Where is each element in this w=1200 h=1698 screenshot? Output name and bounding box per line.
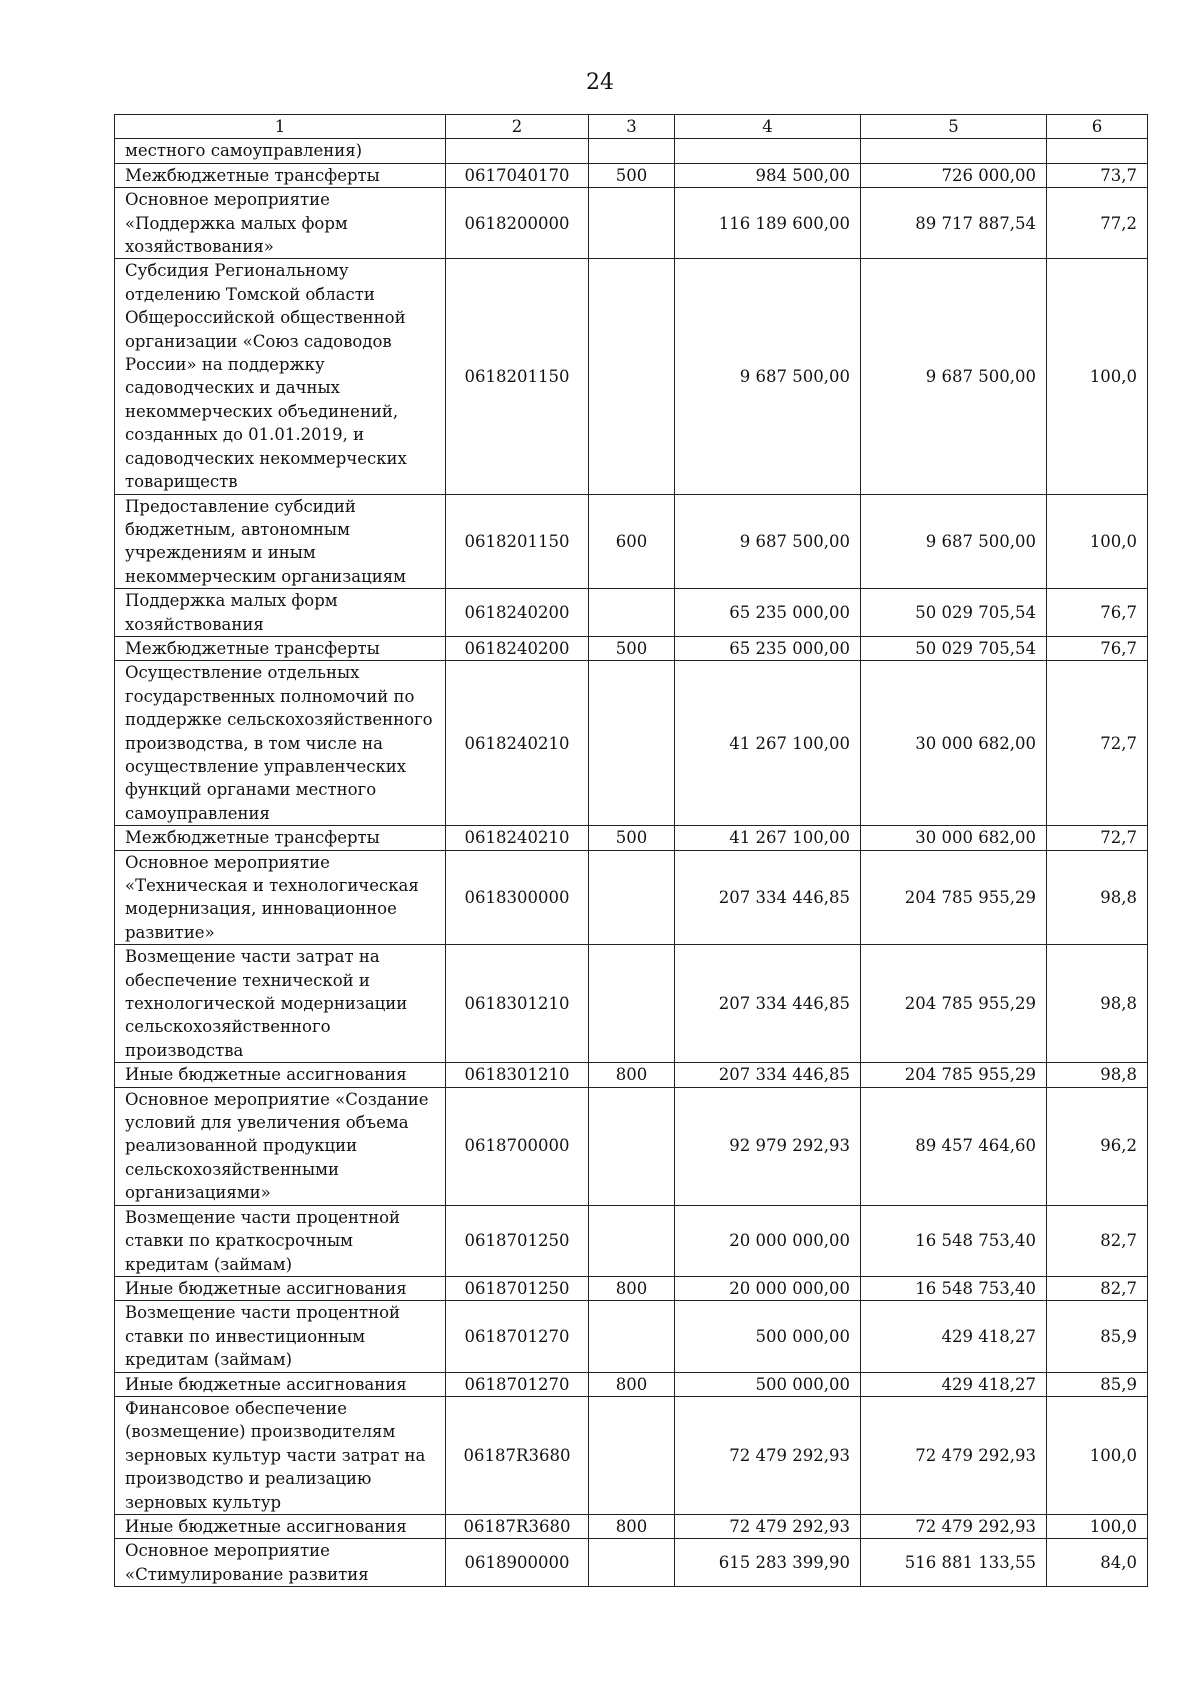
item-name-cell: Основное мероприятие «Стимулирование развития bbox=[115, 1539, 446, 1587]
actual-amount-cell: 89 717 887,54 bbox=[861, 188, 1047, 259]
actual-amount-cell: 429 418,27 bbox=[861, 1301, 1047, 1372]
target-code-cell: 0618201150 bbox=[446, 494, 589, 589]
execution-percent-cell: 96,2 bbox=[1047, 1087, 1148, 1205]
item-name-cell: Иные бюджетные ассигнования bbox=[115, 1372, 446, 1396]
planned-amount-cell: 615 283 399,90 bbox=[675, 1539, 861, 1587]
actual-amount-cell: 16 548 753,40 bbox=[861, 1205, 1047, 1276]
actual-amount-cell: 516 881 133,55 bbox=[861, 1539, 1047, 1587]
execution-percent-cell: 98,8 bbox=[1047, 945, 1148, 1063]
expense-type-cell: 800 bbox=[589, 1063, 675, 1087]
item-name-cell: Предоставление субсидий бюджетным, автономным учреждениям и иным некоммерческим организациям bbox=[115, 494, 446, 589]
header-cell: 5 bbox=[861, 115, 1047, 139]
table-row bbox=[115, 826, 1148, 850]
planned-amount-cell: 116 189 600,00 bbox=[675, 188, 861, 259]
target-code-cell: 0618200000 bbox=[446, 188, 589, 259]
item-name-cell: Субсидия Региональному отделению Томской области Общероссийской общественной организации «Союз садоводов России» на поддержку садоводческих и дачных некоммерческих объединений, созданных до 01.01.2019, и садоводческих некоммерческих товариществ bbox=[115, 259, 446, 494]
table-row bbox=[115, 1396, 1148, 1514]
actual-amount-cell: 72 479 292,93 bbox=[861, 1514, 1047, 1538]
table-row bbox=[115, 1205, 1148, 1276]
execution-percent-cell: 72,7 bbox=[1047, 826, 1148, 850]
table-row bbox=[115, 163, 1148, 187]
actual-amount-cell bbox=[861, 139, 1047, 163]
expense-type-cell bbox=[589, 850, 675, 945]
item-name-cell: Основное мероприятие «Поддержка малых форм хозяйствования» bbox=[115, 188, 446, 259]
target-code-cell: 0618701250 bbox=[446, 1276, 589, 1300]
table-row bbox=[115, 589, 1148, 637]
expense-type-cell: 800 bbox=[589, 1514, 675, 1538]
execution-percent-cell: 98,8 bbox=[1047, 850, 1148, 945]
item-name-cell: Возмещение части процентной ставки по краткосрочным кредитам (займам) bbox=[115, 1205, 446, 1276]
target-code-cell: 06187R3680 bbox=[446, 1514, 589, 1538]
planned-amount-cell bbox=[675, 139, 861, 163]
expense-type-cell bbox=[589, 1539, 675, 1587]
header-cell: 1 bbox=[115, 115, 446, 139]
planned-amount-cell: 20 000 000,00 bbox=[675, 1205, 861, 1276]
item-name-cell: местного самоуправления) bbox=[115, 139, 446, 163]
execution-percent-cell: 100,0 bbox=[1047, 259, 1148, 494]
expense-type-cell bbox=[589, 589, 675, 637]
target-code-cell: 06187R3680 bbox=[446, 1396, 589, 1514]
table-row bbox=[115, 494, 1148, 589]
table-row bbox=[115, 1301, 1148, 1372]
planned-amount-cell: 207 334 446,85 bbox=[675, 1063, 861, 1087]
budget-table bbox=[114, 114, 1148, 1587]
target-code-cell: 0618700000 bbox=[446, 1087, 589, 1205]
planned-amount-cell: 72 479 292,93 bbox=[675, 1396, 861, 1514]
expense-type-cell bbox=[589, 139, 675, 163]
item-name-cell: Возмещение части процентной ставки по инвестиционным кредитам (займам) bbox=[115, 1301, 446, 1372]
expense-type-cell: 500 bbox=[589, 163, 675, 187]
planned-amount-cell: 9 687 500,00 bbox=[675, 259, 861, 494]
execution-percent-cell: 85,9 bbox=[1047, 1301, 1148, 1372]
target-code-cell: 0618240210 bbox=[446, 826, 589, 850]
table-row bbox=[115, 850, 1148, 945]
target-code-cell: 0618240210 bbox=[446, 661, 589, 826]
planned-amount-cell: 65 235 000,00 bbox=[675, 636, 861, 660]
execution-percent-cell: 82,7 bbox=[1047, 1276, 1148, 1300]
planned-amount-cell: 500 000,00 bbox=[675, 1301, 861, 1372]
planned-amount-cell: 20 000 000,00 bbox=[675, 1276, 861, 1300]
planned-amount-cell: 41 267 100,00 bbox=[675, 661, 861, 826]
planned-amount-cell: 207 334 446,85 bbox=[675, 850, 861, 945]
execution-percent-cell: 73,7 bbox=[1047, 163, 1148, 187]
expense-type-cell: 500 bbox=[589, 826, 675, 850]
table-row bbox=[115, 1539, 1148, 1587]
target-code-cell: 0618301210 bbox=[446, 1063, 589, 1087]
actual-amount-cell: 9 687 500,00 bbox=[861, 494, 1047, 589]
planned-amount-cell: 92 979 292,93 bbox=[675, 1087, 861, 1205]
actual-amount-cell: 204 785 955,29 bbox=[861, 945, 1047, 1063]
execution-percent-cell: 100,0 bbox=[1047, 494, 1148, 589]
table-row bbox=[115, 945, 1148, 1063]
target-code-cell: 0618300000 bbox=[446, 850, 589, 945]
table-row bbox=[115, 1276, 1148, 1300]
table-body bbox=[115, 139, 1148, 1587]
item-name-cell: Возмещение части затрат на обеспечение технической и технологической модернизации сельскохозяйственного производства bbox=[115, 945, 446, 1063]
target-code-cell bbox=[446, 139, 589, 163]
actual-amount-cell: 9 687 500,00 bbox=[861, 259, 1047, 494]
target-code-cell: 0618240200 bbox=[446, 589, 589, 637]
expense-type-cell bbox=[589, 1205, 675, 1276]
expense-type-cell bbox=[589, 1301, 675, 1372]
table-row bbox=[115, 661, 1148, 826]
item-name-cell: Межбюджетные трансферты bbox=[115, 163, 446, 187]
item-name-cell: Межбюджетные трансферты bbox=[115, 826, 446, 850]
table-row bbox=[115, 636, 1148, 660]
expense-type-cell: 800 bbox=[589, 1372, 675, 1396]
actual-amount-cell: 204 785 955,29 bbox=[861, 1063, 1047, 1087]
execution-percent-cell bbox=[1047, 139, 1148, 163]
table-row bbox=[115, 139, 1148, 163]
expense-type-cell bbox=[589, 188, 675, 259]
execution-percent-cell: 98,8 bbox=[1047, 1063, 1148, 1087]
actual-amount-cell: 50 029 705,54 bbox=[861, 636, 1047, 660]
table-row bbox=[115, 1063, 1148, 1087]
target-code-cell: 0618900000 bbox=[446, 1539, 589, 1587]
actual-amount-cell: 89 457 464,60 bbox=[861, 1087, 1047, 1205]
actual-amount-cell: 16 548 753,40 bbox=[861, 1276, 1047, 1300]
item-name-cell: Иные бюджетные ассигнования bbox=[115, 1276, 446, 1300]
execution-percent-cell: 84,0 bbox=[1047, 1539, 1148, 1587]
target-code-cell: 0618701250 bbox=[446, 1205, 589, 1276]
item-name-cell: Основное мероприятие «Техническая и технологическая модернизация, инновационное развитие» bbox=[115, 850, 446, 945]
execution-percent-cell: 76,7 bbox=[1047, 636, 1148, 660]
planned-amount-cell: 72 479 292,93 bbox=[675, 1514, 861, 1538]
header-cell: 4 bbox=[675, 115, 861, 139]
item-name-cell: Поддержка малых форм хозяйствования bbox=[115, 589, 446, 637]
planned-amount-cell: 41 267 100,00 bbox=[675, 826, 861, 850]
execution-percent-cell: 72,7 bbox=[1047, 661, 1148, 826]
execution-percent-cell: 76,7 bbox=[1047, 589, 1148, 637]
table-row bbox=[115, 259, 1148, 494]
actual-amount-cell: 50 029 705,54 bbox=[861, 589, 1047, 637]
execution-percent-cell: 77,2 bbox=[1047, 188, 1148, 259]
planned-amount-cell: 500 000,00 bbox=[675, 1372, 861, 1396]
expense-type-cell bbox=[589, 1396, 675, 1514]
actual-amount-cell: 30 000 682,00 bbox=[861, 826, 1047, 850]
execution-percent-cell: 82,7 bbox=[1047, 1205, 1148, 1276]
table-row bbox=[115, 1372, 1148, 1396]
execution-percent-cell: 100,0 bbox=[1047, 1396, 1148, 1514]
actual-amount-cell: 72 479 292,93 bbox=[861, 1396, 1047, 1514]
target-code-cell: 0618701270 bbox=[446, 1301, 589, 1372]
item-name-cell: Финансовое обеспечение (возмещение) производителям зерновых культур части затрат на производство и реализацию зерновых культур bbox=[115, 1396, 446, 1514]
expense-type-cell: 600 bbox=[589, 494, 675, 589]
target-code-cell: 0618201150 bbox=[446, 259, 589, 494]
execution-percent-cell: 85,9 bbox=[1047, 1372, 1148, 1396]
item-name-cell: Основное мероприятие «Создание условий для увеличения объема реализованной продукции сельскохозяйственными организациями» bbox=[115, 1087, 446, 1205]
planned-amount-cell: 9 687 500,00 bbox=[675, 494, 861, 589]
actual-amount-cell: 204 785 955,29 bbox=[861, 850, 1047, 945]
page-number: 24 bbox=[586, 70, 614, 95]
header-cell: 3 bbox=[589, 115, 675, 139]
header-cell: 6 bbox=[1047, 115, 1148, 139]
planned-amount-cell: 984 500,00 bbox=[675, 163, 861, 187]
item-name-cell: Иные бюджетные ассигнования bbox=[115, 1514, 446, 1538]
execution-percent-cell: 100,0 bbox=[1047, 1514, 1148, 1538]
header-cell: 2 bbox=[446, 115, 589, 139]
item-name-cell: Осуществление отдельных государственных полномочий по поддержке сельскохозяйственного производства, в том числе на осуществление управленческих функций органами местного самоуправления bbox=[115, 661, 446, 826]
expense-type-cell: 800 bbox=[589, 1276, 675, 1300]
expense-type-cell bbox=[589, 945, 675, 1063]
table-row bbox=[115, 1087, 1148, 1205]
actual-amount-cell: 30 000 682,00 bbox=[861, 661, 1047, 826]
item-name-cell: Иные бюджетные ассигнования bbox=[115, 1063, 446, 1087]
target-code-cell: 0617040170 bbox=[446, 163, 589, 187]
header-row bbox=[115, 115, 1148, 139]
target-code-cell: 0618240200 bbox=[446, 636, 589, 660]
actual-amount-cell: 429 418,27 bbox=[861, 1372, 1047, 1396]
target-code-cell: 0618301210 bbox=[446, 945, 589, 1063]
expense-type-cell bbox=[589, 259, 675, 494]
table-row bbox=[115, 1514, 1148, 1538]
expense-type-cell bbox=[589, 1087, 675, 1205]
planned-amount-cell: 207 334 446,85 bbox=[675, 945, 861, 1063]
expense-type-cell: 500 bbox=[589, 636, 675, 660]
expense-type-cell bbox=[589, 661, 675, 826]
planned-amount-cell: 65 235 000,00 bbox=[675, 589, 861, 637]
target-code-cell: 0618701270 bbox=[446, 1372, 589, 1396]
item-name-cell: Межбюджетные трансферты bbox=[115, 636, 446, 660]
table-row bbox=[115, 188, 1148, 259]
actual-amount-cell: 726 000,00 bbox=[861, 163, 1047, 187]
